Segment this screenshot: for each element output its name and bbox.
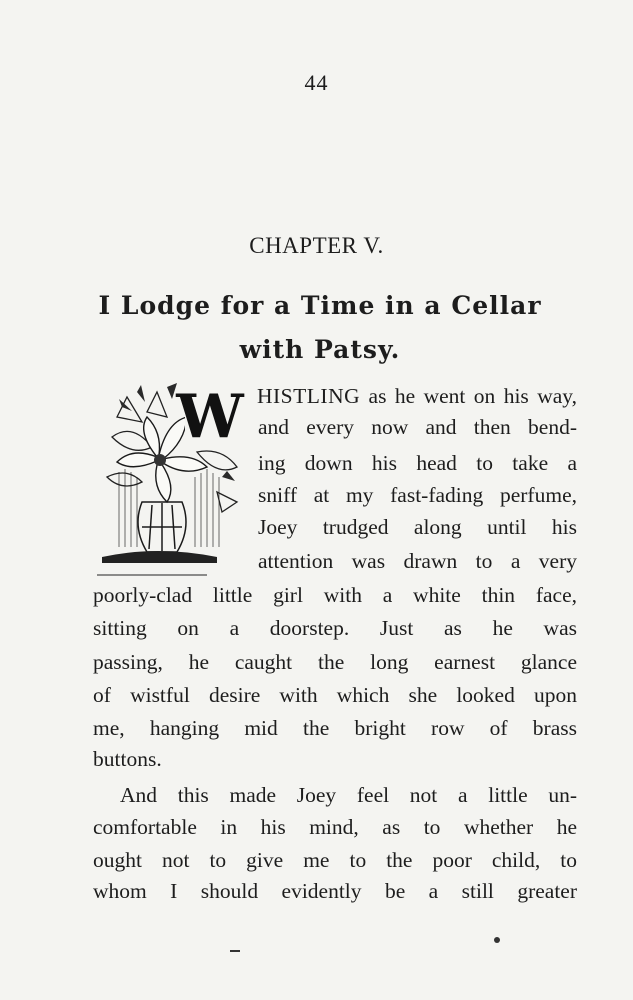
body-line-12: buttons. xyxy=(93,747,162,771)
chapter-title xyxy=(60,284,580,372)
body-line-15: ought not to give me to the poor child, to xyxy=(93,848,577,872)
page-number: 44 xyxy=(304,70,329,95)
body-line-16: whom I should evidently be a still greater xyxy=(93,879,577,903)
body-line-4: sniff at my fast-fading perfume, xyxy=(258,483,577,507)
body-line-1 xyxy=(257,382,577,410)
chapter-title-line-1: I Lodge for a Time in a Cellar xyxy=(98,291,542,320)
drop-cap-illustration xyxy=(97,377,252,582)
body-line-10: of wistful desire with which she looked upon xyxy=(93,683,577,707)
body-line-5: Joey trudged along until his xyxy=(258,515,577,539)
body-line-14: comfortable in his mind, as to whether he xyxy=(93,815,577,839)
body-line-11: me, hanging mid the bright row of brass xyxy=(93,716,577,740)
body-line-13: And this made Joey feel not a little un- xyxy=(120,783,577,807)
chapter-title-line-2: with Patsy. xyxy=(239,335,401,364)
footer-dash xyxy=(230,950,240,952)
drop-cap-letter: W xyxy=(176,382,244,452)
line-1-text: as he went on his way, xyxy=(360,384,577,408)
body-line-6: attention was drawn to a very xyxy=(258,549,577,573)
body-line-3: ing down his head to take a xyxy=(258,451,577,475)
footer-dot xyxy=(494,937,500,943)
body-line-2: and every now and then bend- xyxy=(258,415,577,439)
body-line-9: passing, he caught the long earnest glance xyxy=(93,650,577,674)
body-line-7: poorly-clad little girl with a white thin face, xyxy=(93,583,577,607)
chapter-heading: CHAPTER V. xyxy=(249,233,384,258)
body-line-8: sitting on a doorstep. Just as he was xyxy=(93,616,577,640)
drop-cap-continuation: HISTLING xyxy=(257,384,361,408)
